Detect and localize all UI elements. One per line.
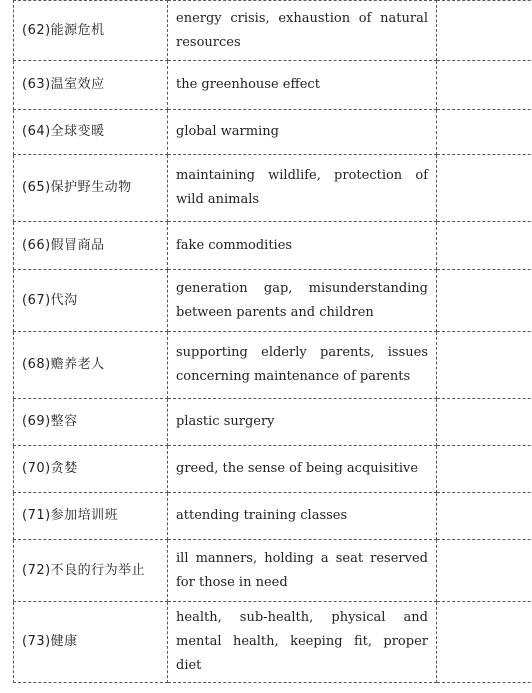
table-row (14, 222, 532, 270)
term-cell (14, 602, 168, 683)
table-row (14, 493, 532, 540)
term-text: (65)保护野生动物 (22, 180, 132, 195)
term-cell (14, 446, 168, 493)
definition-cell (168, 110, 437, 155)
blank-cell (437, 602, 532, 683)
term-text: (73)健康 (22, 634, 78, 649)
table-row (14, 155, 532, 222)
term-text: (72)不良的行为举止 (22, 562, 146, 578)
definition-text: maintaining wildlife, protection of wild animals (176, 168, 428, 207)
definition-text: attending training classes (176, 508, 348, 523)
term-text: (63)温室效应 (22, 77, 105, 92)
blank-cell (437, 399, 532, 446)
term-text: (68)赡养老人 (22, 357, 105, 372)
definition-text: global warming (176, 124, 279, 139)
definition-text: ill manners, holding a seat reserved for those in need (176, 550, 428, 590)
term-text: (69)整容 (22, 414, 78, 429)
term-cell (14, 222, 168, 270)
definition-cell (168, 61, 437, 110)
definition-cell (168, 270, 437, 332)
definition-text: health, sub-health, physical and mental health, keeping fit, proper diet (176, 610, 428, 673)
blank-cell (437, 446, 532, 493)
blank-cell (437, 155, 532, 222)
table-row (14, 61, 532, 110)
term-cell (14, 110, 168, 155)
definition-text: greed, the sense of being acquisitive (176, 461, 419, 476)
term-text: (62)能源危机 (22, 22, 105, 38)
blank-cell (437, 110, 532, 155)
definition-cell (168, 155, 437, 222)
term-cell (14, 61, 168, 110)
term-cell (14, 332, 168, 399)
table-row (14, 110, 532, 155)
definition-text: fake commodities (176, 237, 293, 253)
definition-cell (168, 446, 437, 493)
blank-cell (437, 222, 532, 270)
blank-cell (437, 1, 532, 61)
definition-text: energy crisis, exhaustion of natural resources (176, 10, 428, 50)
term-text: (64)全球变暖 (22, 124, 105, 139)
term-cell (14, 1, 168, 61)
definition-text: generation gap, misunderstanding between parents and children (176, 280, 428, 320)
definition-text: supporting elderly parents, issues concerning maintenance of parents (176, 345, 428, 384)
table-row (14, 270, 532, 332)
definition-cell (168, 493, 437, 540)
blank-cell (437, 332, 532, 399)
table-row (14, 446, 532, 493)
term-cell (14, 155, 168, 222)
table-row (14, 1, 532, 61)
vocabulary-table (13, 0, 532, 683)
term-text: (67)代沟 (22, 292, 78, 308)
term-text: (66)假冒商品 (22, 237, 105, 253)
definition-text: plastic surgery (176, 414, 275, 429)
definition-cell (168, 332, 437, 399)
table-row (14, 602, 532, 683)
table-row (14, 399, 532, 446)
term-cell (14, 399, 168, 446)
definition-cell (168, 1, 437, 61)
table-row (14, 540, 532, 602)
term-text: (71)参加培训班 (22, 508, 119, 523)
term-cell (14, 493, 168, 540)
blank-cell (437, 540, 532, 602)
blank-cell (437, 493, 532, 540)
term-cell (14, 540, 168, 602)
blank-cell (437, 61, 532, 110)
definition-cell (168, 602, 437, 683)
definition-text: the greenhouse effect (176, 77, 320, 92)
definition-cell (168, 540, 437, 602)
blank-cell (437, 270, 532, 332)
table-row (14, 332, 532, 399)
definition-cell (168, 222, 437, 270)
term-cell (14, 270, 168, 332)
term-text: (70)贪婪 (22, 461, 78, 476)
definition-cell (168, 399, 437, 446)
